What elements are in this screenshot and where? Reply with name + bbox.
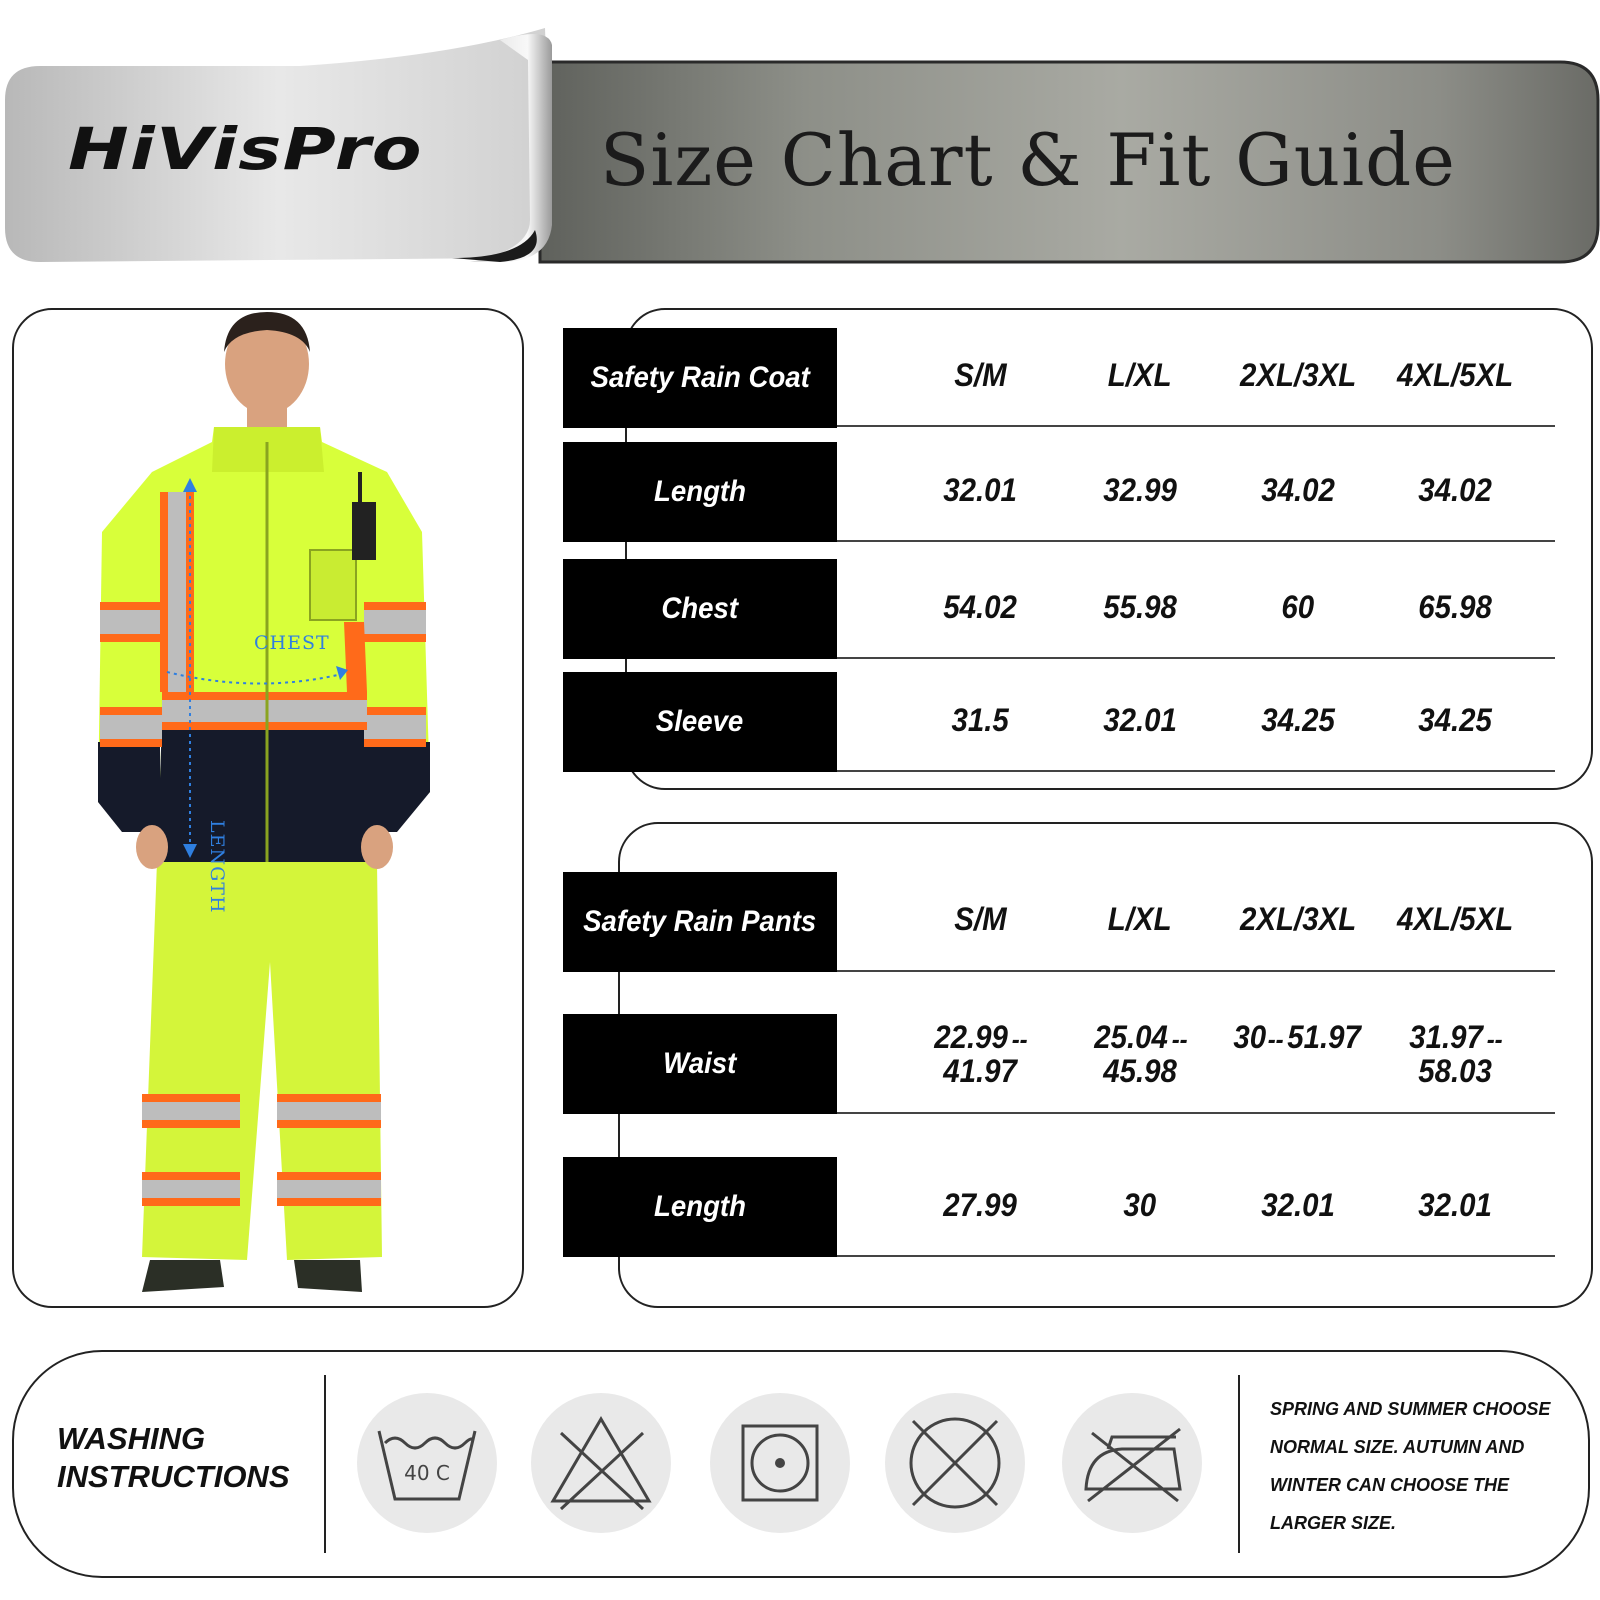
pants-size-header: 4XL/5XL — [1396, 901, 1514, 937]
coat-row-label-sleeve: Sleeve — [563, 672, 837, 772]
wash-40c-icon — [357, 1393, 497, 1533]
table-divider — [837, 425, 1555, 427]
pants-length-value: 27.99 — [943, 1187, 1017, 1223]
pants-waist-range: 31.97 --58.03 — [1409, 1019, 1504, 1089]
table-divider — [837, 970, 1555, 972]
table-divider — [837, 1255, 1555, 1257]
coat-size-header: S/M — [953, 357, 1007, 393]
coat-row-label-chest: Chest — [563, 559, 837, 659]
coat-length-value: 32.01 — [943, 472, 1017, 508]
size-advice-note — [1270, 1390, 1570, 1542]
table-divider — [837, 770, 1555, 772]
coat-length-value: 34.02 — [1261, 472, 1335, 508]
pants-waist-range: 25.04 --45.98 — [1094, 1019, 1189, 1089]
wash-temperature-label: 40 C — [404, 1461, 450, 1485]
washing-title-line: WASHING — [57, 1421, 206, 1456]
pants-row-label-waist: Waist — [563, 1014, 837, 1114]
coat-row-label-length: Length — [563, 442, 837, 542]
coat-sleeve-value: 34.25 — [1418, 702, 1492, 738]
do-not-dry-clean-icon — [885, 1393, 1025, 1533]
table-divider — [837, 540, 1555, 542]
pants-size-header: S/M — [953, 901, 1007, 937]
pants-table-title: Safety Rain Pants — [563, 872, 837, 972]
pants-waist-range: 22.99 --41.97 — [934, 1019, 1029, 1089]
model-photo-card — [12, 308, 524, 1308]
coat-sleeve-value: 32.01 — [1103, 702, 1177, 738]
tumble-dry-icon — [710, 1393, 850, 1533]
coat-sleeve-value: 34.25 — [1261, 702, 1335, 738]
note-line: NORMAL SIZE. AUTUMN AND — [1270, 1437, 1525, 1457]
pants-waist-range: 30-- 51.97 — [1232, 1019, 1362, 1055]
washing-title — [57, 1420, 317, 1496]
washing-title-line: INSTRUCTIONS — [57, 1459, 290, 1494]
pants-length-value: 32.01 — [1261, 1187, 1335, 1223]
table-divider — [837, 657, 1555, 659]
pants-size-header: L/XL — [1108, 901, 1172, 937]
coat-size-header: 2XL/3XL — [1239, 357, 1357, 393]
coat-size-header: L/XL — [1108, 357, 1172, 393]
coat-chest-value: 55.98 — [1103, 589, 1177, 625]
coat-chest-value: 60 — [1281, 589, 1315, 625]
coat-sleeve-value: 31.5 — [951, 702, 1009, 738]
table-divider — [837, 1112, 1555, 1114]
pants-size-header: 2XL/3XL — [1239, 901, 1357, 937]
note-line: WINTER CAN CHOOSE THE — [1270, 1475, 1510, 1495]
brand-logo: HiVisPro — [68, 115, 423, 183]
washing-divider — [324, 1375, 326, 1553]
chest-measure-label: CHEST — [254, 632, 330, 654]
coat-length-value: 34.02 — [1418, 472, 1492, 508]
coat-length-value: 32.99 — [1103, 472, 1177, 508]
do-not-bleach-icon — [531, 1393, 671, 1533]
washing-divider — [1238, 1375, 1240, 1553]
coat-size-header: 4XL/5XL — [1396, 357, 1514, 393]
note-line: LARGER SIZE. — [1270, 1513, 1397, 1533]
pants-row-label-length: Length — [563, 1157, 837, 1257]
do-not-iron-icon — [1062, 1393, 1202, 1533]
coat-chest-value: 54.02 — [943, 589, 1017, 625]
pants-length-value: 32.01 — [1418, 1187, 1492, 1223]
model-illustration — [14, 310, 524, 1308]
pants-length-value: 30 — [1123, 1187, 1157, 1223]
page-title: Size Chart & Fit Guide — [600, 118, 1456, 202]
coat-table-title: Safety Rain Coat — [563, 328, 837, 428]
length-measure-label: LENGTH — [206, 820, 228, 914]
note-line: SPRING AND SUMMER CHOOSE — [1270, 1399, 1551, 1419]
coat-chest-value: 65.98 — [1418, 589, 1492, 625]
